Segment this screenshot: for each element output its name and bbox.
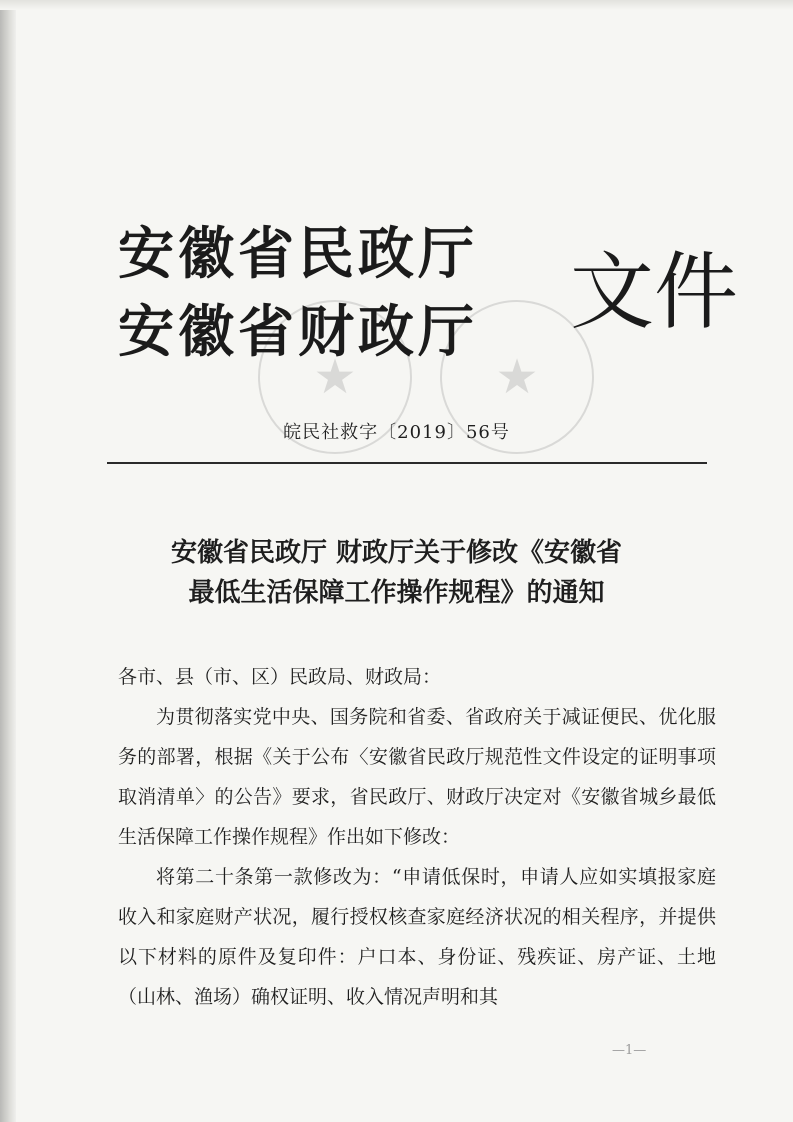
document-title <box>0 533 793 613</box>
star-icon: ★ <box>313 349 357 405</box>
paragraph: 将第二十条第一款修改为：“申请低保时，申请人应如实填报家庭收入和家庭财产状况，履行授权核查家庭经济状况的相关程序，并提供以下材料的原件及复印件：户口本、身份证、残疾证、房产证、土地（山林、渔场）确权证明、收入情况声明和其 <box>118 866 716 1008</box>
recipients: 各市、县（市、区）民政局、财政局： <box>118 666 442 688</box>
title-line-2: 最低生活保障工作操作规程》的通知 <box>188 578 605 608</box>
document-label: 文件 <box>570 243 739 341</box>
title-line-1: 安徽省民政厅 财政厅关于修改《安徽省 <box>170 538 623 568</box>
document-body <box>118 657 716 1017</box>
document-number: 皖民社救字〔2019〕56号 <box>283 422 510 443</box>
header-divider <box>107 462 707 464</box>
star-icon: ★ <box>495 349 539 405</box>
page-number: —1— <box>612 1043 647 1058</box>
issuer-finance: 安徽省财政厅 <box>118 299 478 365</box>
issuer-civil-affairs: 安徽省民政厅 <box>118 221 478 287</box>
letterhead <box>118 221 739 372</box>
paragraph: 为贯彻落实党中央、国务院和省委、省政府关于减证便民、优化服务的部署，根据《关于公布〈安徽省民政厅规范性文件设定的证明事项取消清单〉的公告》要求，省民政厅、财政厅决定对《安徽省城乡最低生活保障工作操作规程》作出如下修改： <box>118 706 716 848</box>
